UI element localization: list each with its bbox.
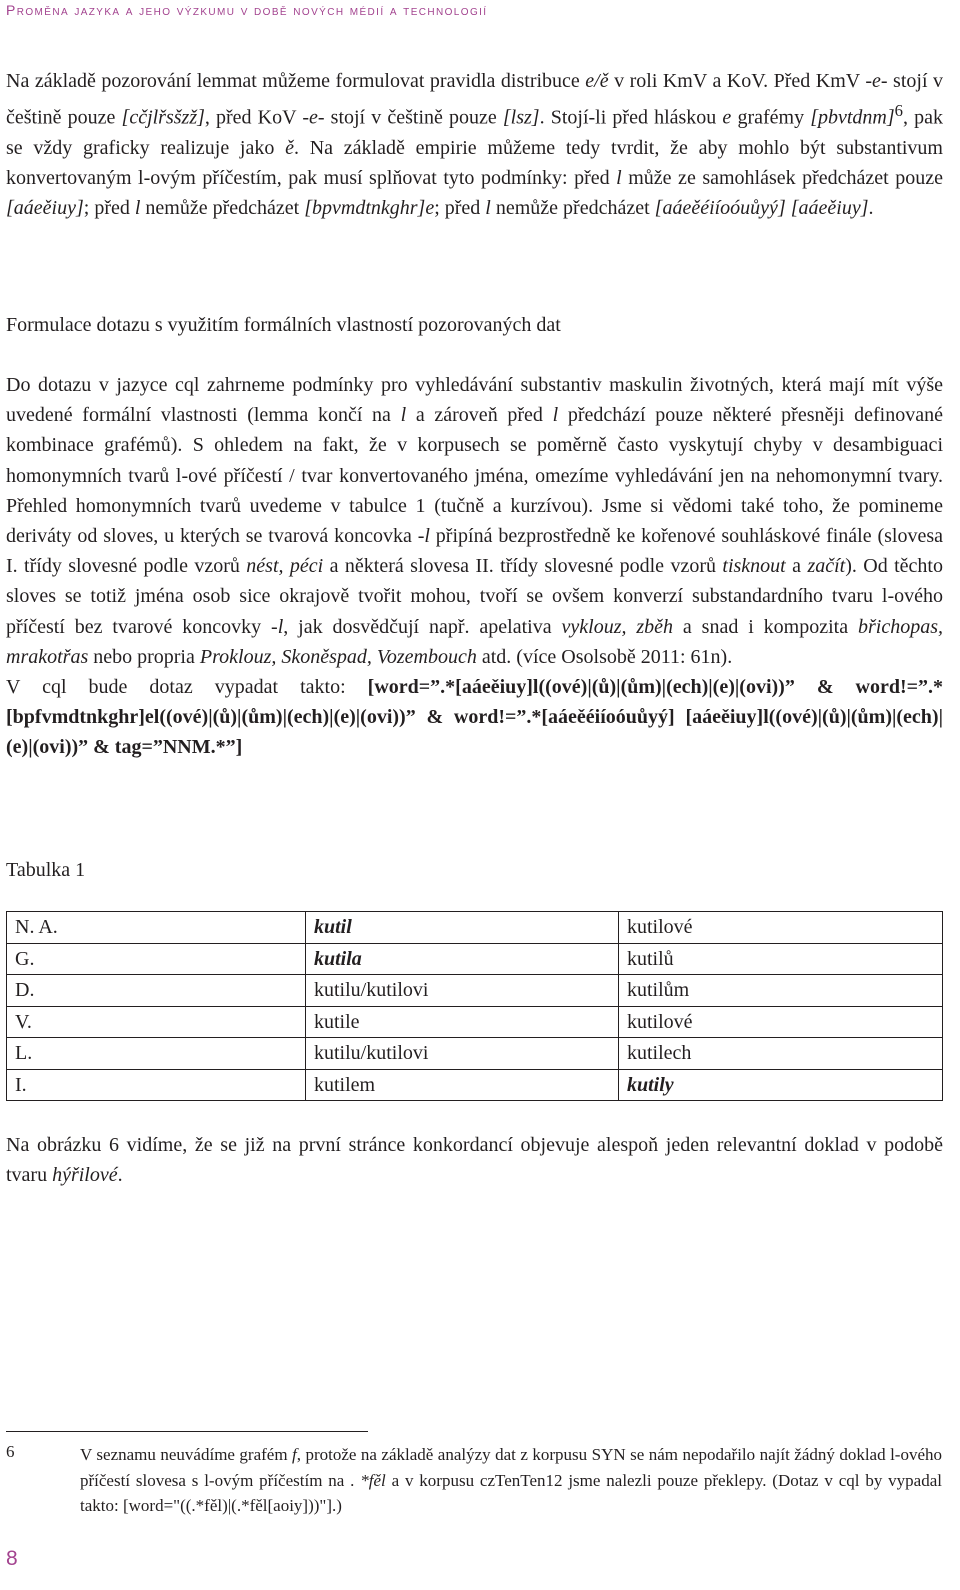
paragraph-cql-query: Do dotazu v jazyce cql zahrneme podmínky pro vyhledávání substantiv maskulin životných, která mají mít výše uvedené formální vlastnosti (lemma končí na l a zároveň před l předchází pouze některé přesněji definované kombinace grafémů). S ohledem na fakt, že v korpusech se poměrně často vyskytují chyby v desambiguaci homonymních tvarů l-ové příčestí / tvar konvertovaného jména, omezíme vyhledávání jen na nehomonymní tvary. Přehled homonymních tvarů uvedeme v tabulce 1 (tučně a kurzívou). Jsme si vědomi také toho, že pomineme deriváty od sloves, u kterých se tvarová koncovka -l připíná bezprostředně ke kořenové souhláskové finále (slovesa I. třídy slovesné podle vzorů nést, péci a některá slovesa II. třídy slovesné podle vzorů tisknout a začít). Od těchto sloves se totiž jména osob sice okrajově tvořit mohou, tvoří se ovšem konverzí substandardního tvaru l-ového příčestí bez tvarové koncovky -l, jak dosvědčují např. apelativa vyklouz, zběh a snad i kompozita břichopas, mrakotřas nebo propria Proklouz, Skoněspad, Vozembouch atd. (více Osolsobě 2011: 61n). V cql bude dotaz vypadat takto: [word=”.*[aáeěiuy]l((ové)|(ů)|(ům)|(ech)|(e)|(ovi))” & word!=”.*[bpfvmdtnkghr]el((ové)|(ů)|(ům)|(ech)|(e)|(ovi))” & word!=”.*[aáeěéiíoóuůyý] [aáeěiuy]l((ové)|(ů)|(ům)|(ech)|(e)|(ovi))” & tag=”NNM.*”] [6,374,944,759]
declension-table [6,911,943,1101]
footnote-number: 6 [6,1442,15,1461]
table-row [7,1006,943,1038]
case-cell: L. [7,1038,306,1070]
table-row [7,1069,943,1101]
table-row [7,912,943,944]
plural-cell: kutilové [619,912,943,944]
table-row [7,975,943,1007]
footnote-text: V seznamu neuvádíme grafém f, protože na základě analýzy dat z korpusu SYN se nám nepodařilo najít žádný doklad l-ového příčestí slovesa s l-ovým příčestím na . *fěl a v korpusu czTenTen12 jsme nalezli pouze překlepy. (Dotaz v cql by vypadal takto: [word="((.*fěl)|(.*fěl[aoiy]))"].) [80,1445,943,1516]
paragraph-distribution-rules: Na základě pozorování lemmat můžeme formulovat pravidla distribuce e/ě v roli KmV a KoV. Před KmV -e- stojí v češtině pouze [cčjlřsšzž], před KoV -e- stojí v češtině pouze [lsz]. Stojí-li před hláskou e grafémy [pbvtdnm]$^6$, pak se vždy graficky realizuje jako ě. Na základě empirie můžeme tedy tvrdit, že aby mohlo být substantivum konvertovaným l-ovým příčestím, pak musí splňovat tyto podmínky: před l může ze samohlásek předcházet pouze [aáeěiuy]; před l nemůže předcházet [bpvmdtnkghr]e; před l nemůže předcházet [aáeěéiíoóuůyý] [aáeěiuy]. [6,70,944,220]
singular-cell: kutilu/kutilovi [306,1038,619,1070]
plural-cell: kutilům [619,975,943,1007]
footnote-rule [6,1431,368,1432]
case-cell: G. [7,943,306,975]
singular-cell: kutila [306,943,619,975]
case-cell: N. A. [7,912,306,944]
plural-cell: kutilové [619,1006,943,1038]
running-header: Proměna jazyka a jeho výzkumu v době nových médií a technologií [6,2,488,18]
case-cell: V. [7,1006,306,1038]
case-cell: I. [7,1069,306,1101]
plural-cell: kutilech [619,1038,943,1070]
singular-cell: kutilu/kutilovi [306,975,619,1007]
singular-cell: kutilem [306,1069,619,1101]
plural-cell: kutilů [619,943,943,975]
page-number: 8 [6,1547,18,1570]
singular-cell: kutile [306,1006,619,1038]
case-cell: D. [7,975,306,1007]
table-caption: Tabulka 1 [6,859,86,881]
singular-cell: kutil [306,912,619,944]
plural-cell: kutily [619,1069,943,1101]
paragraph-figure-reference: Na obrázku 6 vidíme, že se již na první stránce konkordancí objevuje alespoň jeden relevantní doklad v podobě tvaru hýřilové. [6,1134,943,1187]
table-row [7,943,943,975]
section-heading: Formulace dotazu s využitím formálních vlastností pozorovaných dat [6,314,561,336]
table-row [7,1038,943,1070]
